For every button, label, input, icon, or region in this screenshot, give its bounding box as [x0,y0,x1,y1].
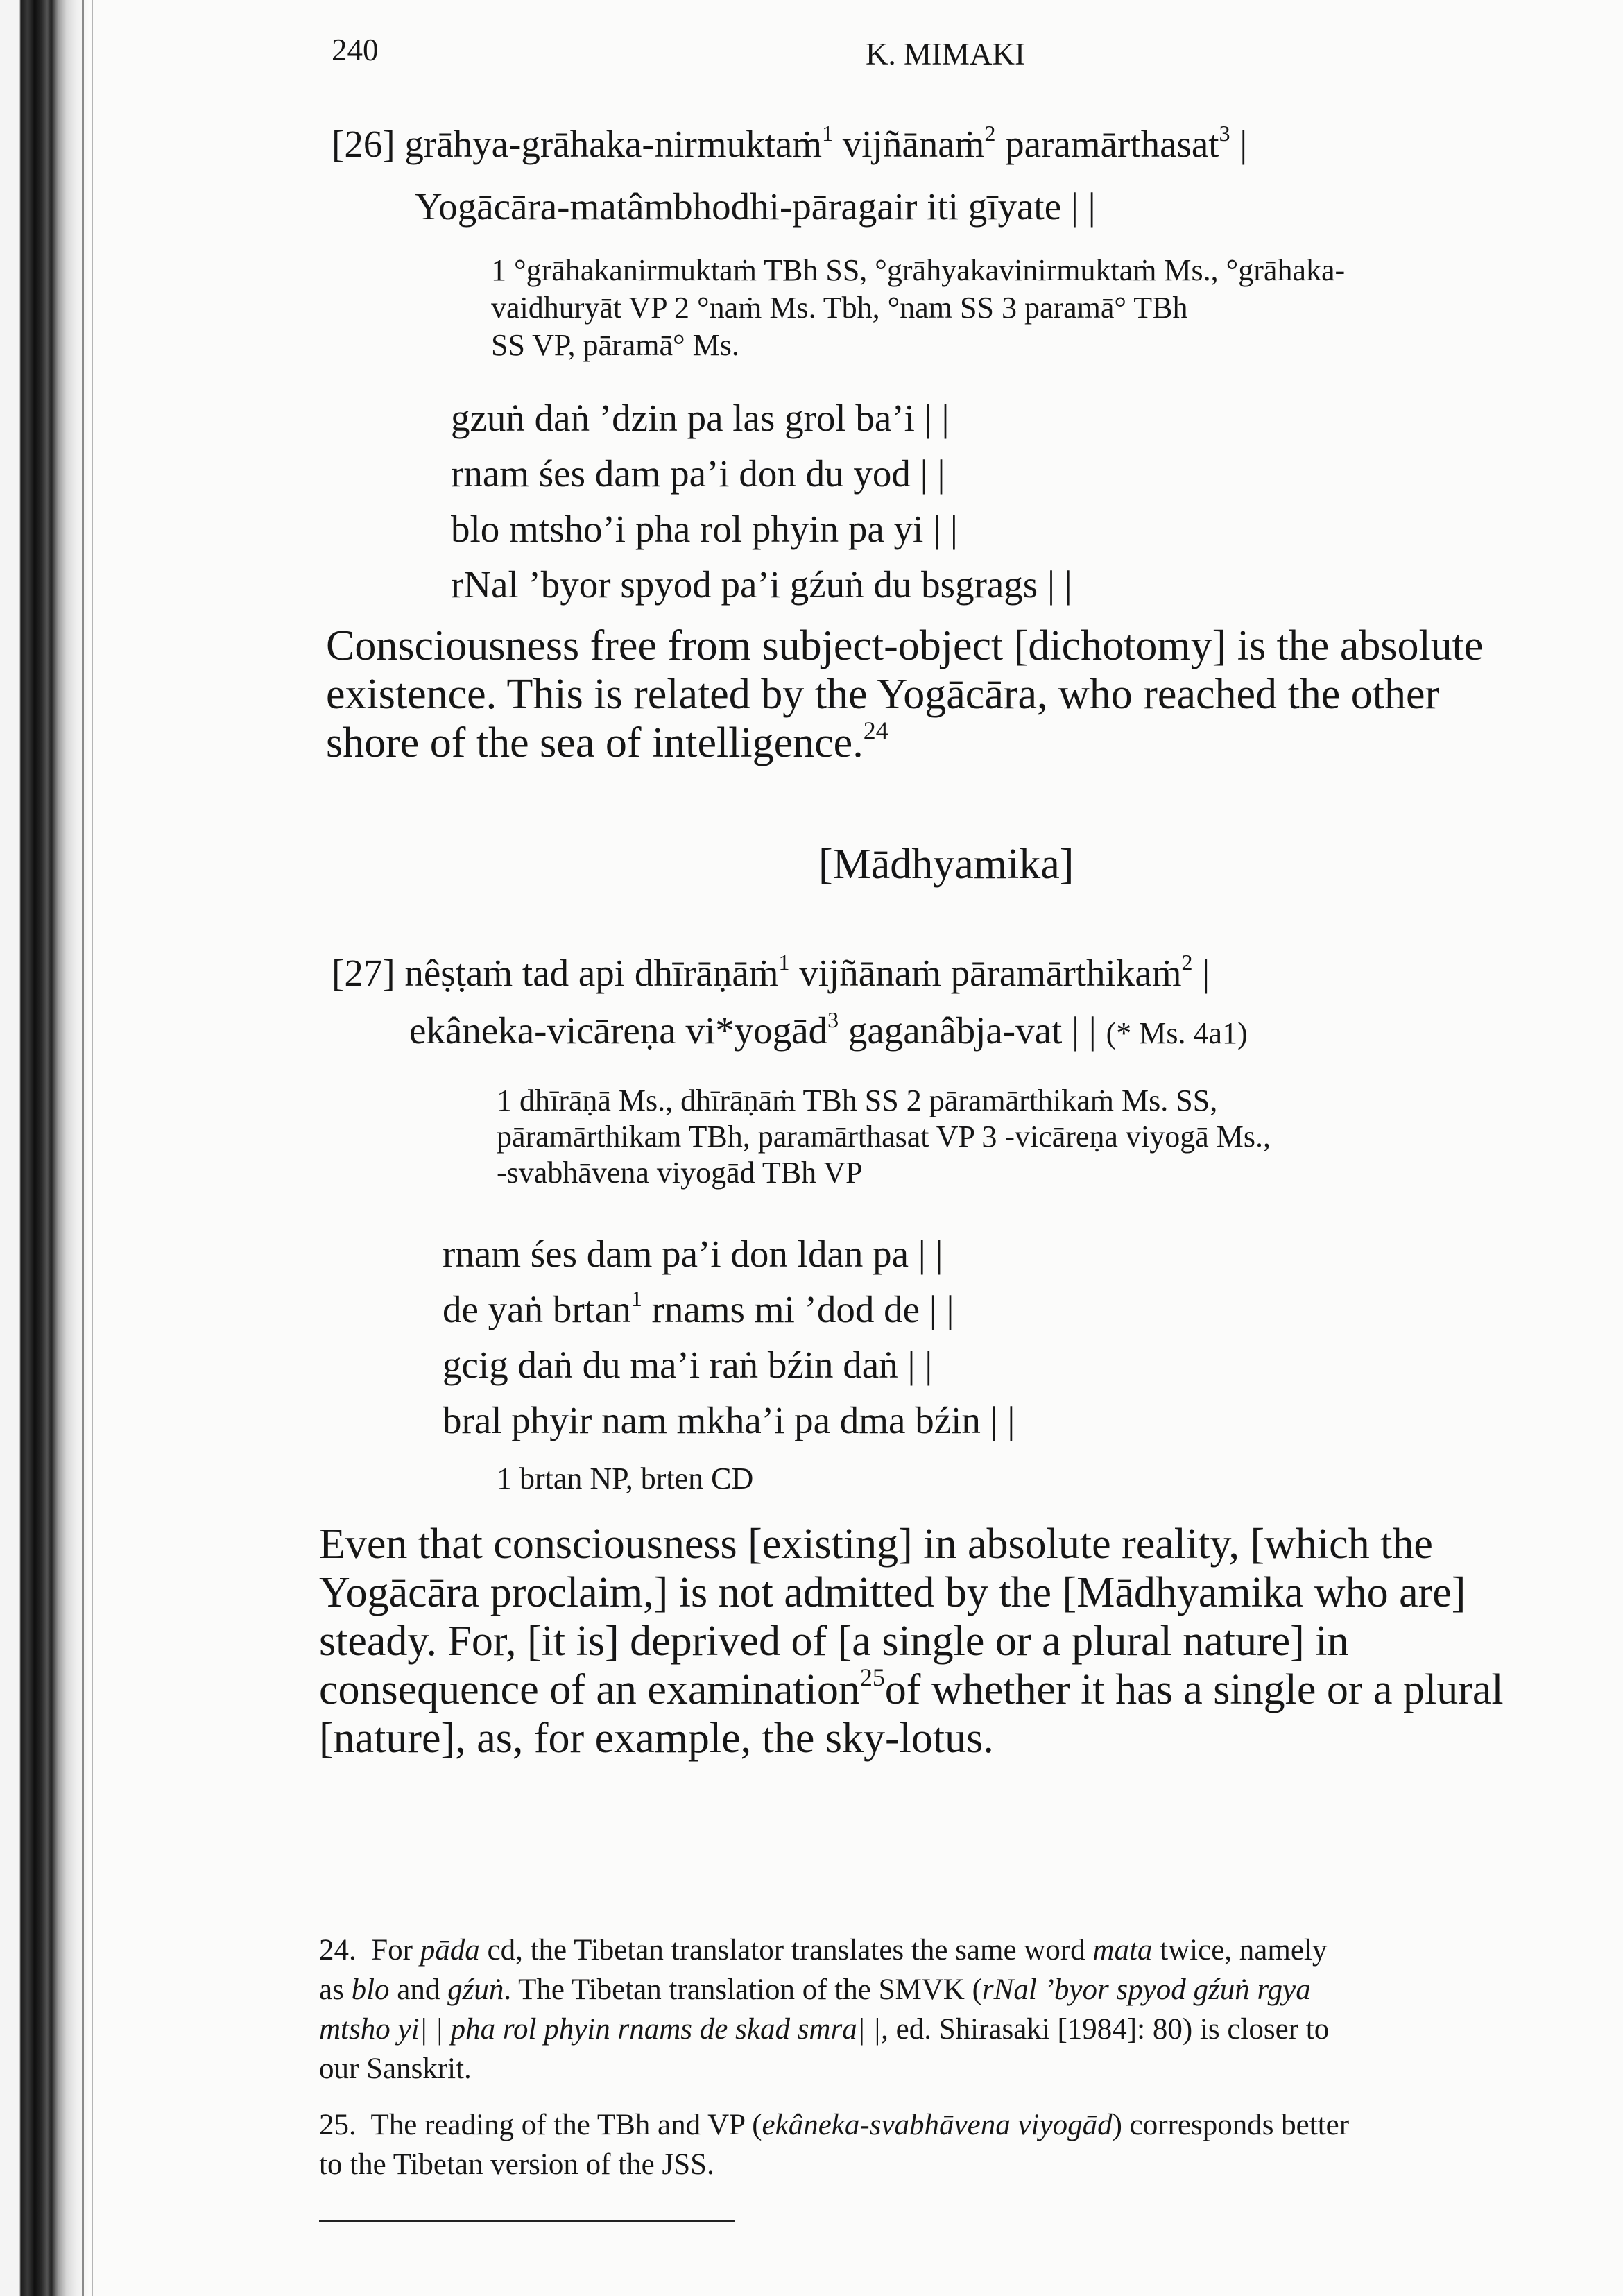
verse-27-note: 1 dhīrāṇā Ms., dhīrāṇāṁ TBh SS 2 pāramārthikaṁ Ms. SS, [497,1083,1218,1117]
gutter-line [92,0,93,2296]
footnote-ref: 25 [859,1663,885,1692]
translation-line: Even that consciousness [existing] in absolute reality, [which the [319,1520,1433,1568]
footnote-divider [319,2220,735,2222]
footnote-ref: 24 [863,717,888,745]
verse-27-line-1: [27] nêṣṭaṁ tad api dhīrāṇāṁ$^1$ vijñānaṁ pāramārthikaṁ$^2$ | [332,950,1210,994]
verse-26-note: vaidhuryāt VP 2 °naṁ Ms. Tbh, °nam SS 3 paramā° TBh [491,291,1188,325]
binding-gutter [0,0,90,2296]
footnote-25-line: to the Tibetan version of the JSS. [319,2148,714,2181]
translation-line: consequence of an examination$^{25}$of whether it has a single or a plural [319,1663,1504,1713]
tibetan-line: rNal ’byor spyod pa’i gźuṅ du bsgrags | | [451,563,1072,606]
tibetan-line: bral phyir nam mkha’i pa dma bźin | | [443,1399,1015,1441]
translation-line: shore of the sea of intelligence.$^{24}$ [326,717,888,766]
section-heading: [Mādhyamika] [818,841,1074,888]
tibetan-line: rnam śes dam pa’i don du yod | | [451,452,945,495]
translation-line: Yogācāra proclaim,] is not admitted by the [Mādhyamika who are] [319,1569,1466,1616]
verse-26-note: 1 °grāhakanirmuktaṁ TBh SS, °grāhyakavinirmuktaṁ Ms., °grāhaka- [491,253,1346,287]
verse-26-line-1: [26] grāhya-grāhaka-nirmuktaṁ$^1$ vijñānaṁ$^2$ paramārthasat$^3$ | [332,121,1248,165]
gutter-line [82,0,84,2296]
translation-line: steady. For, [it is] deprived of [a single or a plural nature] in [319,1618,1349,1665]
footnote-24: 24. For pāda cd, the Tibetan translator translates the same word mata twice, namely [319,1934,1328,1967]
footnote-25: 25. The reading of the TBh and VP (ekâneka-svabhāvena viyogād) corresponds better [319,2109,1350,2141]
verse-26-note: SS VP, pāramā° Ms. [491,328,739,362]
footnote-24-line: mtsho yi| | pha rol phyin rnams de skad smra| |, ed. Shirasaki [1984]: 80) is closer to [319,2013,1330,2046]
tibetan-line: gcig daṅ du ma’i raṅ bźin daṅ | | [443,1344,933,1386]
verse-26-line-2: Yogācāra-matâmbhodhi-pāragair iti gīyate | | [415,185,1096,228]
footnote-24-line: our Sanskrit. [319,2053,472,2085]
running-title: K. MIMAKI [866,37,1025,71]
translation-line: Consciousness free from subject-object [dichotomy] is the absolute [326,622,1484,669]
translation-line: existence. This is related by the Yogācāra, who reached the other [326,671,1440,718]
footnote-24-line: as blo and gźuṅ. The Tibetan translation of the SMVK (rNal ’byor spyod gźuṅ rgya [319,1973,1311,2006]
tibetan-line: de yaṅ brtan$^1$ rnams mi ’dod de | | [443,1287,954,1330]
tibetan-line: gzuṅ daṅ ’dzin pa las grol ba’i | | [451,397,950,439]
tibetan-line: rnam śes dam pa’i don ldan pa | | [443,1233,943,1275]
verse-27-line-2: ekâneka-vicāreṇa vi*yogād$^3$ gaganâbja-vat | | (* Ms. 4a1) [409,1008,1248,1052]
verse-27-note: pāramārthikam TBh, paramārthasat VP 3 -vicāreṇa viyogā Ms., [497,1120,1271,1154]
translation-line: [nature], as, for example, the sky-lotus. [319,1715,994,1762]
verse-27-note: -svabhāvena viyogād TBh VP [497,1156,863,1190]
page-number: 240 [332,33,379,67]
tibetan-line: blo mtsho’i pha rol phyin pa yi | | [451,508,958,550]
tibetan-variant-note: 1 brtan NP, brten CD [497,1462,754,1496]
